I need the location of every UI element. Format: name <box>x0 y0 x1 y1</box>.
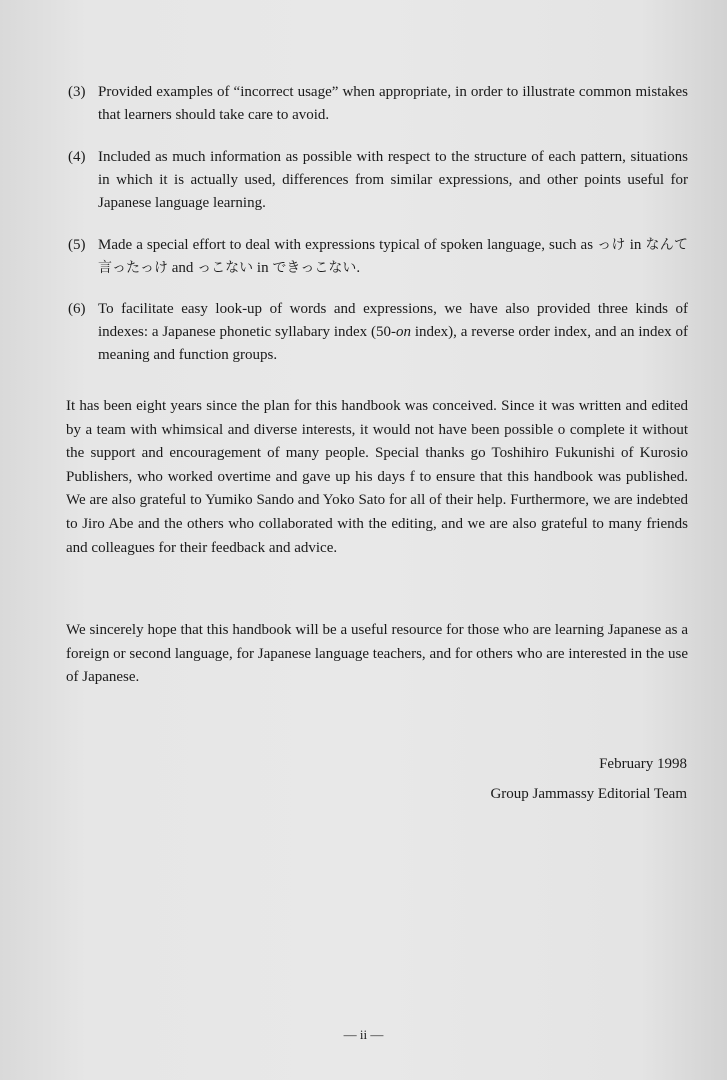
list-item-text: To facilitate easy look-up of words and expressions, we have also provided three kinds of indexes: a Japanese phonetic syllabary index (50-on index), a reverse order index, and an index of meaning and function groups. <box>98 301 688 363</box>
japanese-term: っけ <box>597 237 626 253</box>
list-item-text: Made a special effort to deal with expressions typical of spoken language, such as っけ in なんて言ったっけ and っこない in できっこない. <box>98 237 689 276</box>
japanese-term: できっこない <box>272 260 357 276</box>
closing-paragraph: We sincerely hope that this handbook will be a useful resource for those who are learning Japanese as a foreign or second language, for Japanese language teachers, and for others who are interested in the use of Japanese. <box>66 622 688 686</box>
list-item-6 <box>68 298 688 367</box>
list-item-number: (4) <box>68 149 86 165</box>
list-item-number: (3) <box>68 84 86 100</box>
list-item-number: (6) <box>68 301 86 317</box>
japanese-term: っこない <box>197 260 254 276</box>
list-item-number: (5) <box>68 237 86 253</box>
list-item-3 <box>68 81 688 127</box>
acknowledgements-paragraph: It has been eight years since the plan for this handbook was conceived. Since it was written and edited by a team with whimsical and diverse interests, it would not have been possible o complete it without the support and encouragement of many people. Special thanks go Toshihiro Fukunishi of Kurosio Publishers, who worked overtime and gave up his days f to ensure that this handbook was published. We are also grateful to Yumiko Sando and Yoko Sato for all of their help. Furthermore, we are indebted to Jiro Abe and the others who collaborated with the editing, and we are also grateful to many friends and colleagues for their feedback and advice. <box>66 398 688 556</box>
signoff-date: February 1998 <box>599 756 687 772</box>
japanese-term: なんて言ったっけ <box>98 237 689 276</box>
list-item-text: Provided examples of “incorrect usage” when appropriate, in order to illustrate common mistakes that learners should take care to avoid. <box>98 84 688 123</box>
page-number: — ii — <box>343 1027 384 1042</box>
list-item-text: Included as much information as possible with respect to the structure of each pattern, situations in which it is actually used, differences from similar expressions, and other points useful for Japanese language learning. <box>98 149 688 211</box>
list-item-5 <box>68 234 688 280</box>
list-item-4 <box>68 146 688 215</box>
signoff-team: Group Jammassy Editorial Team <box>490 786 687 802</box>
